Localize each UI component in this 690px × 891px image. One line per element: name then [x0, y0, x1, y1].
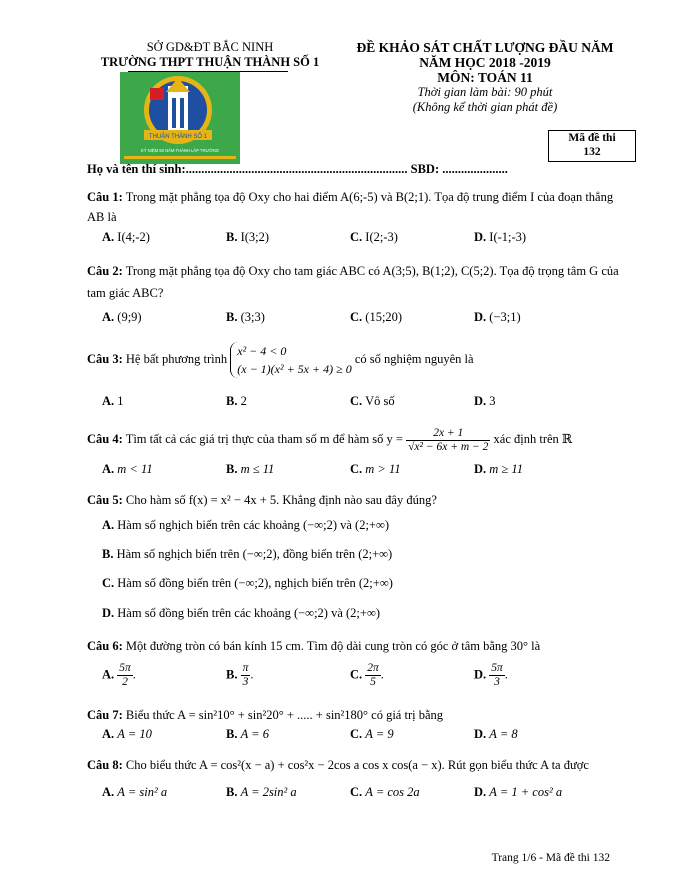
option-c: C. A = 9 [350, 727, 394, 741]
exam-code-label: Mã đề thi [568, 132, 616, 144]
question-5-option-c: C. Hàm số đồng biến trên (−∞;2), nghịch biến trên (2;+∞) [102, 576, 393, 590]
question-text: Cho hàm số f(x) = x² − 4x + 5. Khẳng định nào sau đây đúng? [125, 493, 437, 507]
exam-code-box [548, 130, 636, 162]
school-name: TRƯỜNG THPT THUẬN THÀNH SỐ 1 [100, 55, 320, 69]
option-d: D. (−3;1) [474, 310, 521, 324]
question-label: Câu 1: [87, 190, 123, 204]
option-b: B. 2 [226, 394, 247, 408]
option-b: B. $\frac{\pi}{3}$ . [226, 662, 254, 688]
question-6-options [102, 662, 632, 696]
question-text: Tìm tất cả các giá trị thực của tham số m để hàm số y = [125, 432, 403, 446]
department: SỞ GD&ĐT BẮC NINH [146, 40, 274, 54]
question-3 [87, 342, 632, 378]
header-right [330, 40, 640, 115]
question-text: Cho biểu thức A = cos²(x − a) + cos²x − 2cos a cos x cos(a − x). Rút gọn biểu thức A ta được [125, 758, 589, 772]
option-a: A. 1 [102, 394, 124, 408]
question-7 [87, 705, 632, 725]
question-5-option-b: B. Hàm số nghịch biến trên (−∞;2), đồng biến trên (2;+∞) [102, 547, 393, 561]
question-1-options [102, 230, 632, 250]
question-7-options [102, 727, 632, 747]
option-c: C. I(2;-3) [350, 230, 398, 244]
option-b: B. (3;3) [226, 310, 265, 324]
question-text: Một đường tròn có bán kính 15 cm. Tìm độ dài cung tròn có góc ở tâm bằng 30° là [125, 639, 541, 653]
question-2-options [102, 310, 632, 330]
page-footer: Trang 1/6 - Mã đề thi 132 [491, 852, 610, 864]
question-tail: xác định trên ℝ [493, 432, 573, 446]
school-logo-icon [120, 72, 240, 164]
exam-title: ĐỀ KHẢO SÁT CHẤT LƯỢNG ĐẦU NĂM [356, 40, 614, 55]
logo-subtext: KỶ NIỆM 50 NĂM THÀNH LẬP TRƯỜNG [140, 148, 220, 153]
school-year: NĂM HỌC 2018 -2019 [419, 55, 551, 70]
question-8-options [102, 785, 632, 805]
question-label: Câu 2: [87, 264, 123, 278]
question-tail: có số nghiệm nguyên là [354, 351, 474, 366]
option-d: D. m ≥ 11 [474, 462, 523, 476]
option-a: A. A = sin² a [102, 785, 168, 799]
inequality-system: x² − 4 < 0 (x − 1)(x² + 5x + 4) ≥ 0 [230, 342, 351, 378]
option-b: B. A = 6 [226, 727, 269, 741]
subject: MÔN: TOÁN 11 [437, 70, 533, 85]
question-text: Hệ bất phương trình [125, 351, 228, 366]
option-c: C. Vô số [350, 394, 395, 408]
option-a: A. I(4;-2) [102, 230, 150, 244]
option-b: B. m ≤ 11 [226, 462, 275, 476]
question-label: Câu 4: [87, 432, 123, 446]
option-d: D. A = 8 [474, 727, 518, 741]
option-c: C. A = cos 2a [350, 785, 420, 799]
option-d: D. $\frac{5\pi}{3}$ . [474, 662, 508, 688]
question-4 [87, 422, 632, 456]
question-text: Trong mặt phẳng tọa độ Oxy cho tam giác ABC có A(3;5), B(1;2), C(5;2). Tọa độ trọng tâm G của tam giác ABC? [87, 264, 619, 300]
option-a: A. (9;9) [102, 310, 142, 324]
question-label: Câu 7: [87, 708, 123, 722]
question-label: Câu 6: [87, 639, 123, 653]
option-a: A. $\frac{5\pi}{2}$ . [102, 662, 136, 688]
logo-text: THUẬN THÀNH SỐ 1 [148, 134, 208, 140]
question-text: Trong mặt phẳng tọa độ Oxy cho hai điểm A(6;-5) và B(2;1). Tọa độ trung điểm I của đoạn thẳng AB là [87, 190, 614, 224]
question-text: Biểu thức A = sin²10° + sin²20° + ..... + sin²180° có giá trị bằng [125, 708, 444, 722]
question-label: Câu 3: [87, 351, 123, 366]
option-a: A. m < 11 [102, 462, 153, 476]
question-5-option-d: D. Hàm số đồng biến trên các khoảng (−∞;2) và (2;+∞) [102, 606, 381, 620]
option-d: D. A = 1 + cos² a [474, 785, 563, 799]
option-d: D. 3 [474, 394, 496, 408]
question-label: Câu 5: [87, 493, 123, 507]
option-b: B. A = 2sin² a [226, 785, 297, 799]
function-fraction: $\frac{2x + 1}{\text{√x² − 6x + m − 2}}$ [408, 426, 489, 453]
question-3-options [102, 394, 632, 414]
question-5-option-a: A. Hàm số nghịch biến trên các khoảng (−∞;2) và (2;+∞) [102, 518, 390, 532]
question-5 [87, 490, 632, 510]
option-c: C. $\frac{2\pi}{5}$ . [350, 662, 384, 688]
option-a: A. A = 10 [102, 727, 152, 741]
question-4-options [102, 462, 632, 482]
option-c: C. (15;20) [350, 310, 403, 324]
question-1 [87, 187, 632, 227]
question-2 [87, 260, 632, 304]
option-d: D. I(-1;-3) [474, 230, 527, 244]
option-c: C. m > 11 [350, 462, 401, 476]
duration: Thời gian làm bài: 90 phút [417, 85, 553, 99]
header-left [60, 40, 360, 70]
question-8 [87, 755, 632, 775]
question-label: Câu 8: [87, 758, 123, 772]
option-b: B. I(3;2) [226, 230, 270, 244]
exam-code-value: 132 [583, 146, 601, 158]
student-info-line: Họ và tên thí sinh:....................................................................... SBD: ..................... [87, 162, 508, 176]
duration-note: (Không kể thời gian phát đề) [412, 100, 558, 114]
question-6 [87, 636, 632, 656]
